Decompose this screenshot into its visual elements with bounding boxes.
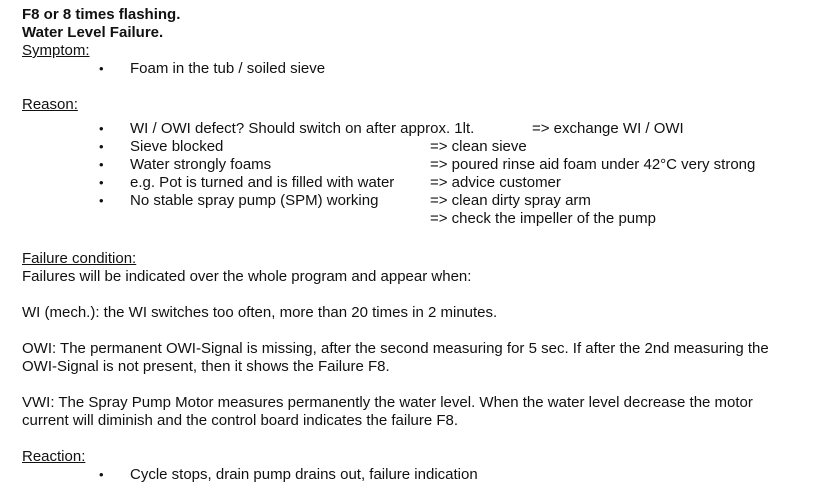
failure-condition-intro: Failures will be indicated over the whole program and appear when: [22,268,472,285]
reaction-list [22,466,812,484]
bullet-icon: • [99,157,104,172]
reaction-item [22,466,812,484]
bullet-icon: • [99,175,104,190]
reason-item-action: => check the impeller of the pump [430,210,656,227]
reason-item-continuation [22,210,812,228]
failure-condition-wi: WI (mech.): the WI switches too often, more than 20 times in 2 minutes. [22,304,498,321]
failure-code-title: F8 or 8 times flashing. [22,6,181,23]
reason-item-text: No stable spray pump (SPM) working [130,192,379,209]
reason-item [22,156,812,174]
reason-heading: Reason: [22,96,78,113]
symptom-heading: Symptom: [22,42,90,59]
failure-condition-heading: Failure condition: [22,250,137,267]
reason-item-text: Water strongly foams [130,156,272,173]
failure-name-title: Water Level Failure. [22,24,164,41]
reason-item-text: WI / OWI defect? Should switch on after approx. 1lt. [130,120,475,137]
reaction-heading: Reaction: [22,448,86,465]
document-page [22,6,812,484]
bullet-icon: • [99,121,104,136]
reason-item [22,174,812,192]
failure-condition-vwi: VWI: The Spray Pump Motor measures permanently the water level. When the water level decrease the motor current will diminish and the control board indicates the failure F8. [22,394,753,429]
reason-item [22,192,812,210]
reason-item-action: => clean dirty spray arm [430,192,591,209]
reaction-item-text: Cycle stops, drain pump drains out, failure indication [130,466,478,483]
symptom-list [22,60,812,78]
bullet-icon: • [99,139,104,154]
reason-item-action: => poured rinse aid foam under 42°C very strong [430,156,756,173]
symptom-item [22,60,812,78]
reason-item-action: => clean sieve [430,138,527,155]
reason-list [22,120,812,228]
symptom-item-text: Foam in the tub / soiled sieve [130,60,326,77]
bullet-icon: • [99,61,104,76]
reason-item [22,120,812,138]
bullet-icon: • [99,193,104,208]
reason-item-text: e.g. Pot is turned and is filled with water [130,174,395,191]
failure-condition-owi: OWI: The permanent OWI-Signal is missing, after the second measuring for 5 sec. If after the 2nd measuring the OWI-Signal is not present, then it shows the Failure F8. [22,340,769,375]
reason-item-action: => advice customer [430,174,561,191]
bullet-icon: • [99,467,104,482]
reason-item-text: Sieve blocked [130,138,224,155]
reason-item [22,138,812,156]
reason-item-action: => exchange WI / OWI [532,120,684,137]
